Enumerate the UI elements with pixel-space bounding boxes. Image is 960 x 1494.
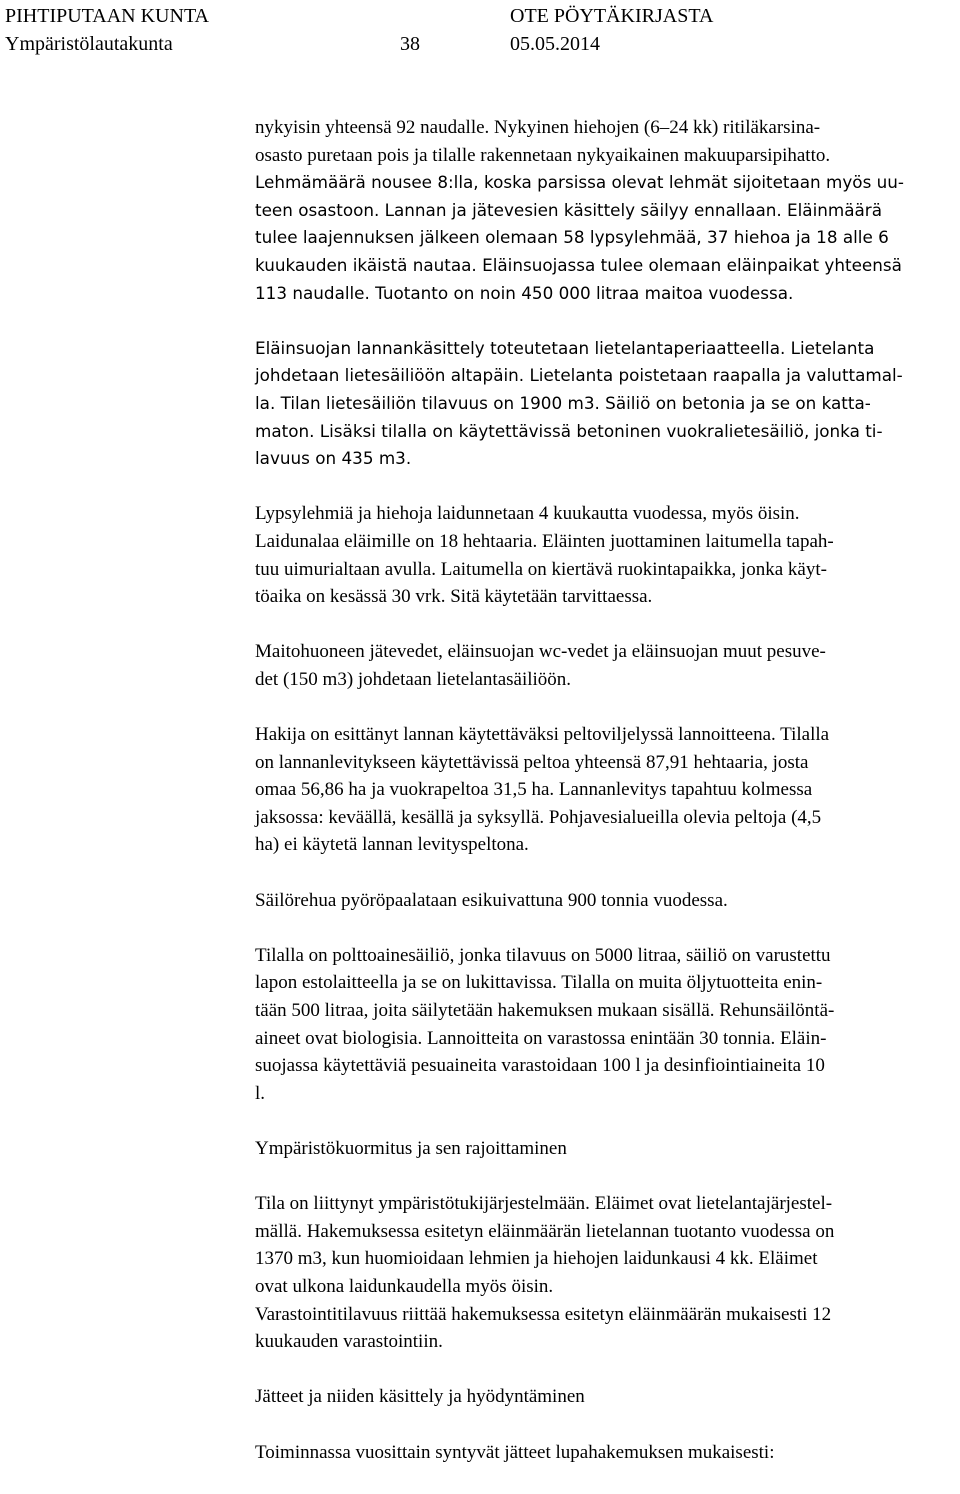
- text-line: johdetaan lietesäiliöön altapäin. Lietelanta poistetaan raapalla ja valuttamal-: [255, 365, 903, 386]
- body-paragraph: [255, 721, 960, 859]
- document-header: [5, 2, 955, 58]
- text-line: Maitohuoneen jätevedet, eläinsuojan wc-vedet ja eläinsuojan muut pesuve-: [255, 641, 826, 663]
- header-row-2: [5, 30, 955, 58]
- text-line: aineet ovat biologisia. Lannoitteita on varastossa enintään 30 tonnia. Eläin-: [255, 1027, 827, 1049]
- text-line: Ympäristökuormitus ja sen rajoittaminen: [255, 1137, 567, 1159]
- text-line: kuukauden ikäistä nautaa. Eläinsuojassa tulee olemaan eläinpaikat yhteensä: [255, 254, 902, 275]
- body-paragraph: [255, 335, 960, 473]
- text-line: on lannanlevitykseen käytettävissä peltoa yhteensä 87,91 hehtaaria, josta: [255, 751, 809, 773]
- text-line: lapon estolaitteella ja se on lukittavissa. Tilalla on muita öljytuotteita enin-: [255, 972, 823, 994]
- document-body: [255, 114, 960, 1494]
- text-line: Lehmämäärä nousee 8:lla, koska parsissa olevat lehmät sijoitetaan myös uu-: [255, 172, 904, 193]
- board-name: Ympäristölautakunta: [5, 33, 173, 55]
- body-paragraph: [255, 887, 960, 915]
- body-paragraph: [255, 114, 960, 307]
- text-line: osasto puretaan pois ja tilalle rakennetaan nykyaikainen makuuparsipihatto.: [255, 144, 831, 166]
- text-line: tään 500 litraa, joita säilytetään hakemuksen mukaan sisällä. Rehunsäilöntä-: [255, 1000, 835, 1021]
- text-line: Laidunalaa eläimille on 18 hehtaaria. Eläinten juottaminen laitumella tapah-: [255, 530, 834, 552]
- text-line: det (150 m3) johdetaan lietelantasäiliöön.: [255, 668, 572, 690]
- text-line: jaksossa: keväällä, kesällä ja syksyllä. Pohjavesialueilla olevia peltoja (4,5: [255, 806, 822, 828]
- text-line: la. Tilan lietesäiliön tilavuus on 1900 m3. Säiliö on betonia ja se on katta-: [255, 392, 871, 413]
- text-line: Hakija on esittänyt lannan käytettäväksi peltoviljelyssä lannoitteena. Tilalla: [255, 724, 830, 746]
- text-line: Lypsylehmiä ja hiehoja laidunnetaan 4 kuukautta vuodessa, myös öisin.: [255, 503, 800, 525]
- text-line: ovat ulkona laidunkaudella myös öisin.: [255, 1275, 554, 1297]
- header-row-1: [5, 2, 955, 30]
- text-line: nykyisin yhteensä 92 naudalle. Nykyinen hiehojen (6–24 kk) ritiläkarsina-: [255, 117, 821, 138]
- text-line: Varastointitilavuus riittää hakemuksessa esitetyn eläinmäärän mukaisesti 12: [255, 1303, 832, 1325]
- body-paragraph: [255, 942, 960, 1108]
- page-number: 38: [400, 33, 420, 55]
- body-paragraph: [255, 500, 960, 610]
- text-line: tulee laajennuksen jälkeen olemaan 58 lypsylehmää, 37 hiehoa ja 18 alle 6: [255, 227, 889, 248]
- text-line: maton. Lisäksi tilalla on käytettävissä betoninen vuokralietesäiliö, jonka ti-: [255, 420, 883, 441]
- text-line: 113 naudalle. Tuotanto on noin 450 000 litraa maitoa vuodessa.: [255, 282, 794, 303]
- section-heading: [255, 1383, 960, 1411]
- body-paragraph: [255, 1190, 960, 1356]
- text-line: Säilörehua pyöröpaalataan esikuivattuna 900 tonnia vuodessa.: [255, 889, 728, 911]
- text-line: l.: [255, 1082, 266, 1104]
- text-line: teen osastoon. Lannan ja jätevesien käsittely säilyy ennallaan. Eläinmäärä: [255, 199, 882, 220]
- text-line: lavuus on 435 m3.: [255, 448, 412, 469]
- text-line: kuukauden varastointiin.: [255, 1331, 443, 1353]
- body-paragraph: [255, 1439, 960, 1467]
- municipality-name: PIHTIPUTAAN KUNTA: [5, 5, 210, 27]
- text-line: Tilalla on polttoainesäiliö, jonka tilavuus on 5000 litraa, säiliö on varustettu: [255, 944, 831, 966]
- text-line: omaa 56,86 ha ja vuokrapeltoa 31,5 ha. Lannanlevitys tapahtuu kolmessa: [255, 779, 813, 801]
- document-type: OTE PÖYTÄKIRJASTA: [510, 5, 714, 27]
- text-line: Tila on liittynyt ympäristötukijärjestelmään. Eläimet ovat lietelantajärjestel-: [255, 1193, 833, 1215]
- text-line: 1370 m3, kun huomioidaan lehmien ja hiehojen laidunkausi 4 kk. Eläimet: [255, 1248, 818, 1270]
- text-line: tuu uimurialtaan avulla. Laitumella on kiertävä ruokintapaikka, jonka käyt-: [255, 558, 827, 580]
- text-line: mällä. Hakemuksessa esitetyn eläinmäärän lietelannan tuotanto vuodessa on: [255, 1220, 835, 1242]
- meeting-date: 05.05.2014: [510, 33, 600, 55]
- text-line: Jätteet ja niiden käsittely ja hyödyntäminen: [255, 1386, 585, 1408]
- text-line: Toiminnassa vuosittain syntyvät jätteet lupahakemuksen mukaisesti:: [255, 1441, 775, 1463]
- text-line: ha) ei käytetä lannan levityspeltona.: [255, 834, 529, 856]
- text-line: suojassa käytettäviä pesuaineita varastoidaan 100 l ja desinfiointiaineita 10: [255, 1055, 825, 1077]
- body-paragraph: [255, 638, 960, 693]
- text-line: töaika on kesässä 30 vrk. Sitä käytetään tarvittaessa.: [255, 586, 653, 608]
- text-line: Eläinsuojan lannankäsittely toteutetaan lietelantaperiaatteella. Lietelanta: [255, 337, 875, 358]
- section-heading: [255, 1135, 960, 1163]
